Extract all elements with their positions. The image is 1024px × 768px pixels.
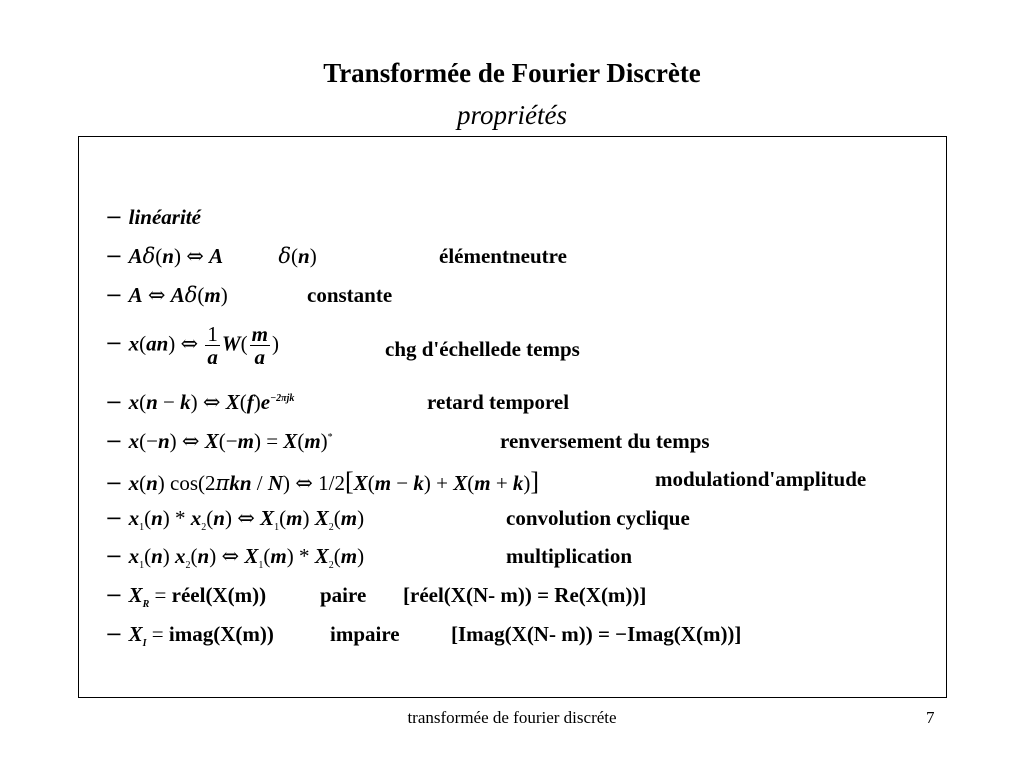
property-label: linéarité [128,205,201,229]
property-neutral-element: − Aδ(n) ⇔ A δ(n) [105,244,317,268]
property-label: multiplication [506,544,633,568]
property-label: constante [307,283,393,307]
property-label: élémentneutre [439,244,567,268]
content-frame [78,136,947,698]
property-time-reversal: − x(−n) ⇔ X(−m) = X(m)* [105,429,333,453]
property-multiplication: − $x_1(n)$ $x_2(n)$ ⇔ $X_1(m) * X_2(m)$ [105,544,365,572]
property-even: − $X_R$ = réel(X(m)) [105,583,267,611]
property-amplitude-modulation: − x(n) cos(2πkn / N) ⇔ 1/2[X(m − k) + X(m + k)] [105,467,540,496]
formula-even-condition: [réel(X(N- m)) = Re(X(m))] [403,583,647,607]
property-time-delay: − x(n − k) ⇔ $X(f)e^{-2\pi jk}$ [105,390,295,414]
property-label: chg d'échellede temps [385,337,580,361]
formula-real-part: réel(X(m)) [171,583,267,607]
slide-subtitle: propriétés [457,100,567,130]
slide-title: Transformée de Fourier Discrète [323,58,701,88]
property-cyclic-convolution: − $x_1(n) * x_2(n)$ ⇔ $X_1(m)$ $X_2(m)$ [105,506,365,534]
property-time-scaling: − x(an) ⇔ $\frac{1}{a}$ W( $\frac{m}{a}$ ) [105,322,279,369]
property-label: renversement du temps [500,429,710,453]
property-label: paire [320,583,367,607]
slide-footer: transformée de fourier discréte [407,708,617,727]
property-label: retard temporel [427,390,570,414]
property-constant: − A ⇔ Aδ(m) [105,283,228,307]
property-label: impaire [330,622,400,646]
page-number: 7 [926,708,935,727]
property-label: convolution cyclique [506,506,690,530]
formula-odd-condition: [Imag(X(N- m)) = −Imag(X(m))] [451,622,742,646]
formula-imag-part: imag(X(m)) [168,622,274,646]
property-label: modulationd'amplitude [655,467,867,491]
property-linearity: − linéarité [105,205,201,229]
property-odd: − $X_I$ = imag(X(m)) [105,622,274,650]
